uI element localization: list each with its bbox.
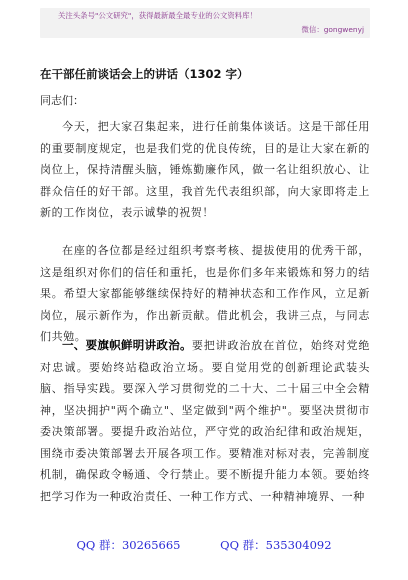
- paragraph-section-1: [40, 335, 370, 507]
- footer-qq-group-2: QQ 群：535304092: [220, 538, 332, 552]
- section-1-body: 要把讲政治放在首位，始终对党绝对忠诚。要始终站稳政治立场。要自觉用党的创新理论武装头脑、指导实践。要深入学习贯彻党的二十大、二十届三中全会精神，坚决拥护"两个确立"、坚定做到"两个维护"。要坚决贯彻市委决策部署。要提升政治站位，严守党的政治纪律和政治规矩，围绕市委决策部署去开展各项工作。要精准对标对表，完善制度机制，确保政令畅通、令行禁止。要不断提升能力本领。要始终把学习作为一种政治责任、一种工作方式、一种精神境界、一种: [40, 339, 371, 503]
- document-title: 在干部任前谈话会上的讲话（1302 字）: [40, 67, 249, 81]
- promo-banner-line1: 关注头条号"公文研究"，获得最新最全最专业的公文资料库！: [58, 11, 257, 20]
- section-1-heading: 一、要旗帜鲜明讲政治。: [62, 338, 192, 352]
- greeting: 同志们：: [40, 94, 84, 107]
- footer-qq-group-1: QQ 群：30265665: [76, 538, 181, 552]
- promo-banner-wechat: 微信：gongwenyj: [301, 25, 364, 34]
- footer-qq-groups: [0, 537, 408, 553]
- paragraph-encouragement: 在座的各位都是经过组织考察考核、提拔使用的优秀干部，这是组织对你们的信任和重托，也是你们多年来锻炼和努力的结果。希望大家都能够继续保持好的精神状态和工作作风，立足新岗位，展示新作为，作出新贡献。借此机会，我讲三点，与同志们共勉。: [40, 244, 370, 343]
- paragraph-opening: 今天，把大家召集起来，进行任前集体谈话。这是干部任用的重要制度规定，也是我们党的优良传统，目的是让大家在新的岗位上，保持清醒头脑，锤炼勤廉作风，做一名让组织放心、让群众信任的好干部。这里，我首先代表组织部，向大家即将走上新的工作岗位，表示诚挚的祝贺！: [40, 120, 370, 219]
- promo-banner: [40, 8, 370, 38]
